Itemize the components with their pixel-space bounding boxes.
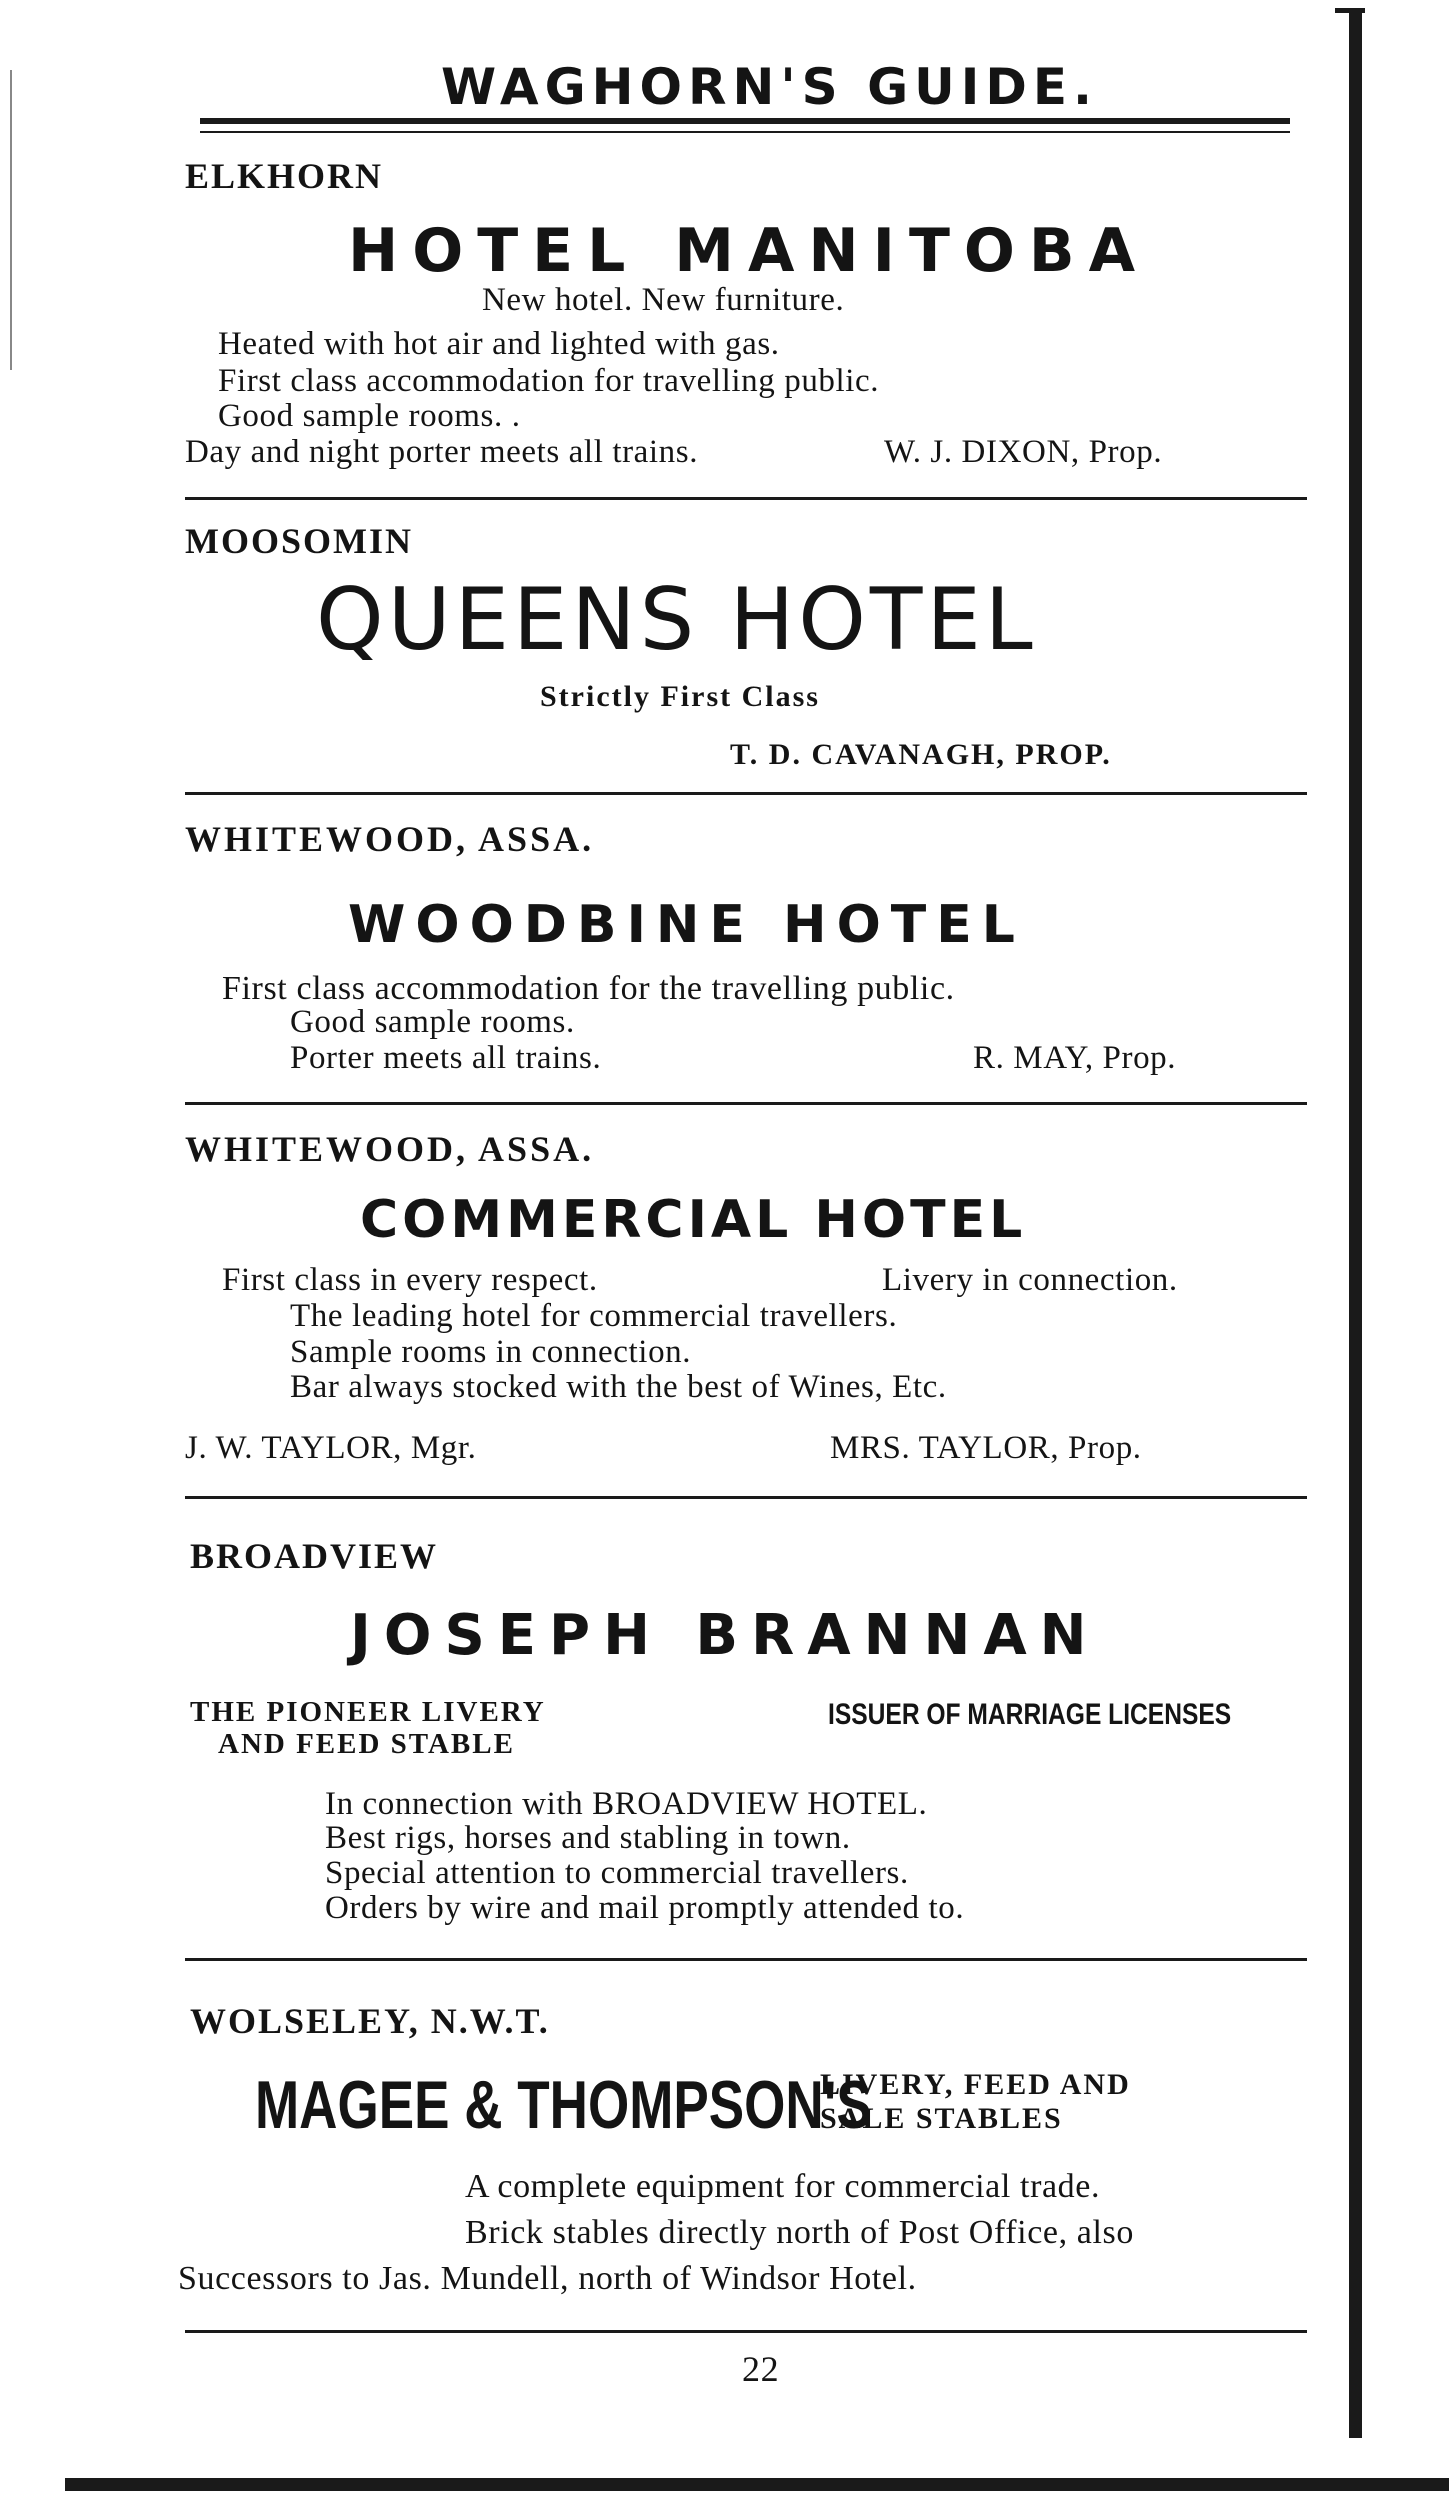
ad-line: Good sample rooms. . (218, 398, 521, 434)
proprietor: T. D. CAVANAGH, PROP. (730, 738, 1112, 771)
location-label: WOLSELEY, N.W.T. (190, 2001, 550, 2041)
ad-line: Brick stables directly north of Post Office, also (465, 2214, 1134, 2251)
location-label: ELKHORN (185, 156, 384, 196)
ad-line: In connection with BROADVIEW HOTEL. (325, 1786, 928, 1822)
manager: J. W. TAYLOR, Mgr. (185, 1430, 477, 1466)
tagline: SALE STABLES (820, 2102, 1063, 2135)
location-label: WHITEWOOD, ASSA. (185, 819, 595, 859)
header-rule-thin (200, 131, 1290, 133)
section-divider (185, 1958, 1307, 1961)
ad-line: A complete equipment for commercial trade. (465, 2168, 1101, 2205)
ad-line: New hotel. New furniture. (482, 282, 845, 318)
location-label: BROADVIEW (190, 1536, 439, 1576)
ad-line: Successors to Jas. Mundell, north of Windsor Hotel. (178, 2260, 917, 2297)
business-name: COMMERCIAL HOTEL (360, 1190, 1027, 1250)
ad-line: The leading hotel for commercial travellers. (290, 1298, 898, 1334)
business-name: MAGEE & THOMPSON'S (255, 2067, 872, 2143)
ad-line: Bar always stocked with the best of Wines, Etc. (290, 1369, 947, 1405)
ad-line: First class in every respect. (222, 1262, 598, 1298)
ad-line: Orders by wire and mail promptly attended to. (325, 1890, 965, 1926)
location-label: WHITEWOOD, ASSA. (185, 1129, 595, 1169)
location-label: MOOSOMIN (185, 521, 413, 561)
ad-line: Heated with hot air and lighted with gas. (218, 326, 780, 362)
business-name: QUEENS HOTEL (316, 570, 1037, 670)
proprietor: W. J. DIXON, Prop. (884, 434, 1163, 470)
header-rule-thick (200, 118, 1290, 124)
tagline: LIVERY, FEED AND (820, 2068, 1131, 2101)
ad-line: Porter meets all trains. (290, 1040, 602, 1076)
section-divider (185, 497, 1307, 500)
bottom-border (65, 2478, 1449, 2491)
ad-line: Good sample rooms. (290, 1004, 575, 1040)
right-border (1349, 8, 1362, 2438)
proprietor: R. MAY, Prop. (973, 1040, 1177, 1076)
page-number: 22 (742, 2349, 780, 2389)
proprietor: MRS. TAYLOR, Prop. (830, 1430, 1142, 1466)
right-border-top (1335, 8, 1365, 13)
business-name: HOTEL MANITOBA (348, 216, 1150, 286)
ad-line: Day and night porter meets all trains. (185, 434, 699, 470)
page-header: WAGHORN'S GUIDE. (441, 58, 1098, 116)
ad-line: Special attention to commercial travellers. (325, 1855, 909, 1891)
ad-line: First class accommodation for travelling public. (218, 363, 880, 399)
section-divider (185, 792, 1307, 795)
ad-line: First class accommodation for the travelling public. (222, 970, 955, 1007)
ad-line: Sample rooms in connection. (290, 1334, 692, 1370)
section-divider (185, 1496, 1307, 1499)
ad-line: Livery in connection. (882, 1262, 1178, 1298)
business-name: JOSEPH BRANNAN (350, 1603, 1100, 1668)
ad-line: Strictly First Class (540, 680, 820, 713)
business-name: WOODBINE HOTEL (348, 895, 1025, 955)
section-divider (185, 1102, 1307, 1105)
tagline: THE PIONEER LIVERY (190, 1696, 546, 1728)
ad-line: Best rigs, horses and stabling in town. (325, 1820, 851, 1856)
footer-divider (185, 2330, 1307, 2333)
tagline: AND FEED STABLE (218, 1728, 515, 1760)
tagline: ISSUER OF MARRIAGE LICENSES (828, 1698, 1232, 1731)
